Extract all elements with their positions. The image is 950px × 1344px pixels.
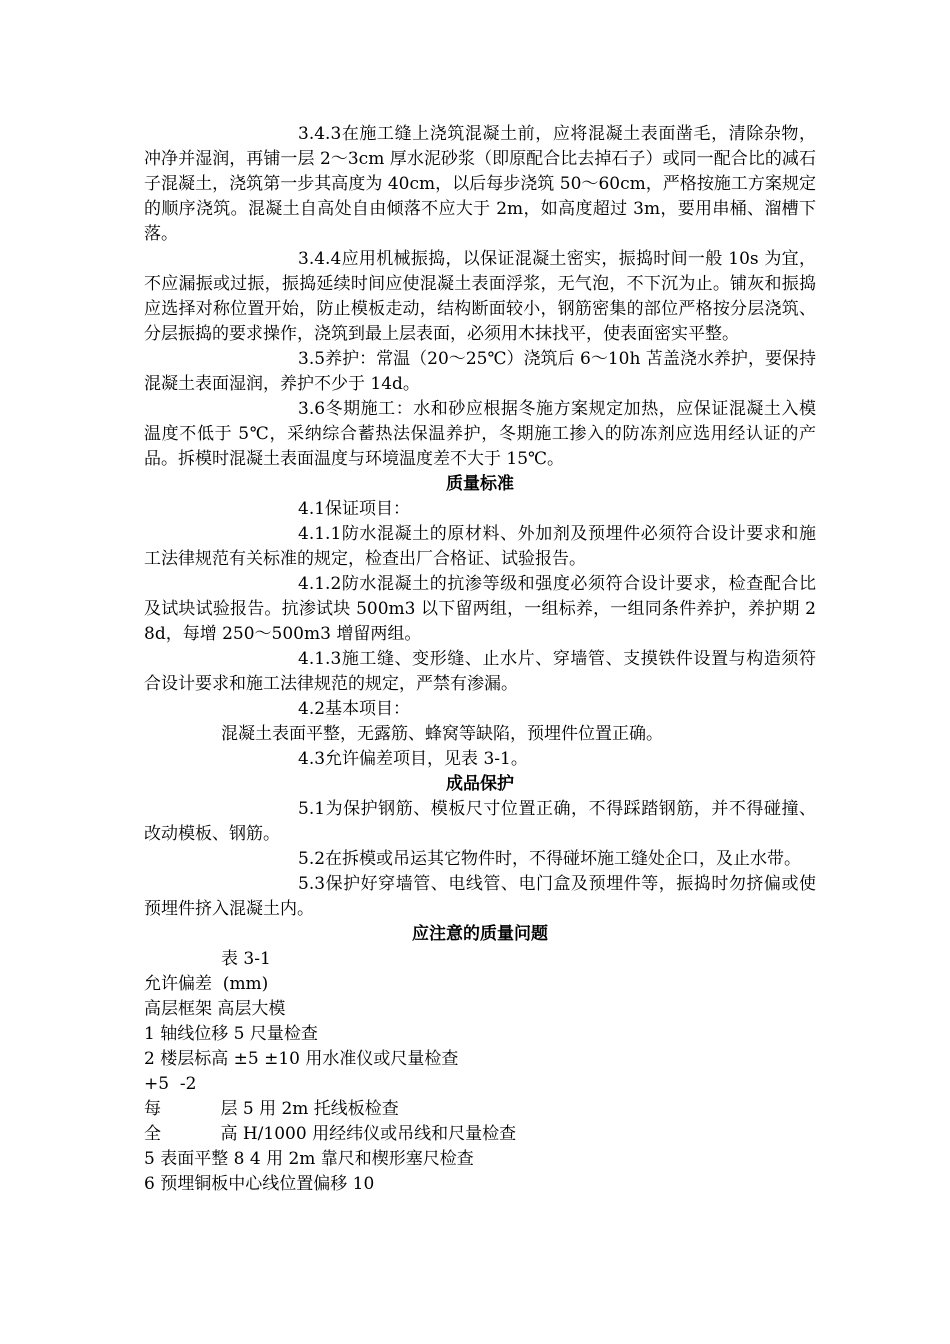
paragraph-text: 养护：常温（20～25℃）浇筑后 6～10h 苫盖浇水养护，要保持混凝土表面湿润，养护不少于 14d。 [144, 349, 816, 394]
section-number: 3.6 [298, 399, 326, 419]
table-line: +5 -2 [144, 1074, 197, 1094]
tolerance-table-text [144, 947, 816, 1197]
table-caption: 表 3-1 [221, 949, 271, 969]
section-number: 5.2 [298, 849, 326, 869]
paragraph-text: 施工缝、变形缝、止水片、穿墙管、支摸铁件设置与构造须符合设计要求和施工法律规范的规定，严禁有渗漏。 [144, 649, 816, 694]
paragraph-4-2 [144, 697, 816, 722]
table-line: 允许偏差 (mm) [144, 974, 269, 994]
section-number: 4.2 [298, 699, 326, 719]
paragraph-4-2-body: 混凝土表面平整，无露筋、蜂窝等缺陷，预埋件位置正确。 [221, 724, 663, 744]
paragraph-text: 允许偏差项目，见表 3-1。 [325, 749, 528, 769]
section-number: 3.4.4 [298, 249, 342, 269]
paragraph-5-2 [144, 847, 816, 872]
paragraph-text: 保护好穿墙管、电线管、电门盒及预埋件等，振捣时勿挤偏或使预埋件挤入混凝土内。 [144, 874, 816, 919]
section-number: 4.1.1 [298, 524, 342, 544]
section-number: 4.1.3 [298, 649, 342, 669]
section-number: 3.4.3 [298, 124, 342, 144]
paragraph-text: 应用机械振捣，以保证混凝土密实，振捣时间一般 10s 为宜，不应漏振或过振，振捣延续时间应使混凝土表面浮浆，无气泡，不下沉为止。铺灰和振捣应选择对称位置开始，防止模板走动，结构断面较小，钢筋密集的部位严格按分层浇筑、分层振捣的要求操作，浇筑到最上层表面，必须用木抹找平，使表面密实平整。 [144, 249, 816, 344]
paragraph-4-1-2 [144, 572, 816, 647]
paragraph-text: 在拆模或吊运其它物件时，不得碰坏施工缝处企口，及止水带。 [325, 849, 802, 869]
section-number: 3.5 [298, 349, 326, 369]
table-line: 6 预埋铜板中心线位置偏移 10 [144, 1174, 375, 1194]
paragraph-4-3 [144, 747, 816, 772]
section-number: 4.1 [298, 499, 326, 519]
table-line: 5 表面平整 8 4 用 2m 靠尺和楔形塞尺检查 [144, 1149, 474, 1169]
heading-quality-issues: 应注意的质量问题 [412, 924, 548, 944]
paragraph-4-1-3 [144, 647, 816, 697]
table-line: 全 高 H/1000 用经纬仪或吊线和尺量检查 [144, 1124, 517, 1144]
section-number: 5.3 [298, 874, 326, 894]
table-line: 2 楼层标高 ±5 ±10 用水准仪或尺量检查 [144, 1049, 459, 1069]
section-number: 4.3 [298, 749, 326, 769]
document-page [144, 122, 816, 1197]
heading-quality-standard: 质量标准 [446, 474, 514, 494]
paragraph-text: 基本项目： [325, 699, 411, 719]
paragraph-3-4-3 [144, 122, 816, 247]
paragraph-4-1-1 [144, 522, 816, 572]
paragraph-text: 冬期施工：水和砂应根据冬施方案规定加热，应保证混凝土入模温度不低于 5℃，采纳综合蓄热法保温养护，冬期施工掺入的防冻剂应选用经认证的产品。拆模时混凝土表面温度与环境温度差不大于 15℃。 [144, 399, 816, 469]
section-number: 4.1.2 [298, 574, 342, 594]
paragraph-4-1 [144, 497, 816, 522]
paragraph-3-4-4 [144, 247, 816, 347]
paragraph-text: 为保护钢筋、模板尺寸位置正确，不得踩踏钢筋，并不得碰撞、改动模板、钢筋。 [144, 799, 816, 844]
paragraph-text: 保证项目： [325, 499, 411, 519]
paragraph-5-1 [144, 797, 816, 847]
paragraph-3-5 [144, 347, 816, 397]
heading-product-protection: 成品保护 [446, 774, 514, 794]
table-line: 高层框架 高层大模 [144, 999, 286, 1019]
paragraph-text: 在施工缝上浇筑混凝土前，应将混凝土表面凿毛，清除杂物，冲净并湿润，再铺一层 2～3cm 厚水泥砂浆（即原配合比去掉石子）或同一配合比的减石子混凝土，浇筑第一步其高度为 40cm，以后每步浇筑 50～60cm，严格按施工方案规定的顺序浇筑。混凝土自高处自由倾落不应大于 2m，如高度超过 3m，要用串桶、溜槽下落。 [144, 124, 816, 244]
table-line: 每 层 5 用 2m 托线板检查 [144, 1099, 399, 1119]
paragraph-text: 防水混凝土的抗渗等级和强度必须符合设计要求，检查配合比及试块试验报告。抗渗试块 500m3 以下留两组，一组标养，一组同条件养护，养护期 28d，每增 250～500m3 增留两组。 [144, 574, 816, 644]
section-number: 5.1 [298, 799, 326, 819]
paragraph-text: 防水混凝土的原材料、外加剂及预埋件必须符合设计要求和施工法律规范有关标准的规定，检查出厂合格证、试验报告。 [144, 524, 816, 569]
paragraph-5-3 [144, 872, 816, 922]
paragraph-3-6 [144, 397, 816, 472]
table-line: 1 轴线位移 5 尺量检查 [144, 1024, 318, 1044]
